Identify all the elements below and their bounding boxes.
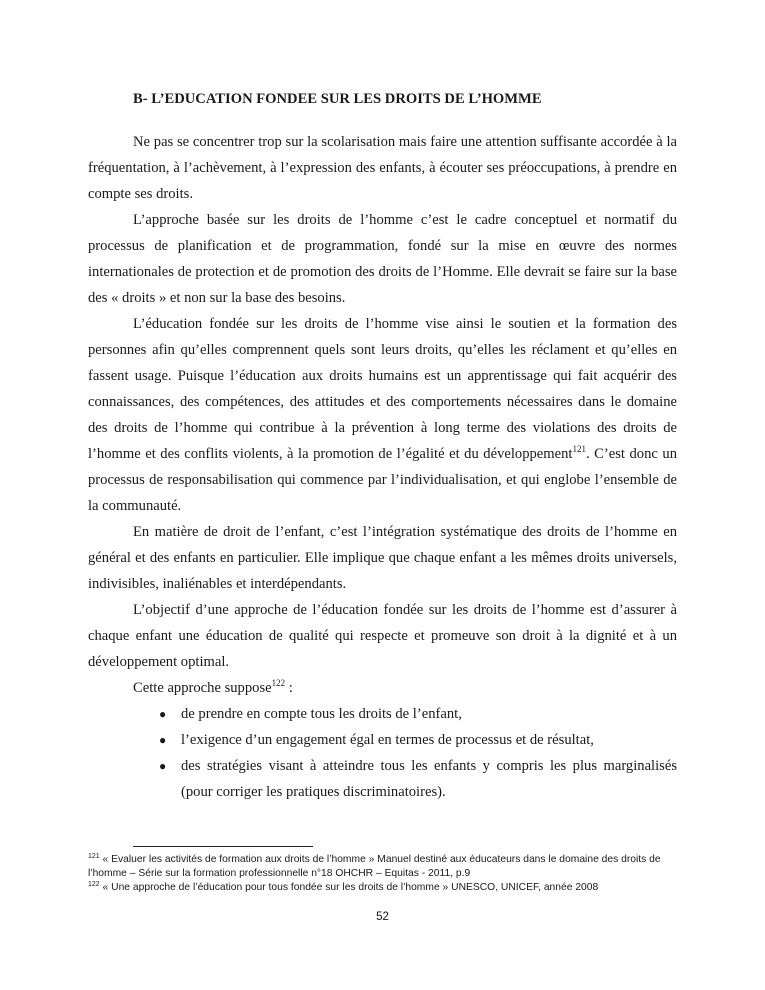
paragraph-2: L’approche basée sur les droits de l’homme c’est le cadre conceptuel et normatif du processus de planification et de programmation, fondé sur la mise en œuvre des normes internationales de protection et de promotion des droits de l’Homme. Elle devrait se faire sur la base des « droits » et non sur la base des besoins.: [88, 212, 677, 306]
page-number: 52: [376, 911, 389, 923]
paragraph-6-text-before: Cette approche suppose: [133, 680, 272, 696]
footnote-number: 121: [88, 853, 100, 860]
list-item: [159, 701, 677, 727]
paragraph-3-text-before: L’éducation fondée sur les droits de l’homme vise ainsi le soutien et la formation des personnes afin qu’elles comprennent quels sont leurs droits, qu’elles les réclament et qu’elles en fassent usage. Puisque l’éducation aux droits humains est un apprentissage qui fait acquérir des connaissances, des compétences, des attitudes et des comportements nécessaires dans le domaine des droits de l’homme qui contribue à la prévention à long terme des violations des droits de l’homme et des conflits violents, à la promotion de l’égalité et du développement: [88, 316, 677, 462]
footnote-text: « Evaluer les activités de formation aux droits de l’homme » Manuel destiné aux éducateurs dans le domaine des droits de l’homme – Série sur la formation professionnelle n°18 OHCHR – Equitas - 2011, p.9: [88, 854, 661, 879]
footnote-text: « Une approche de l’éducation pour tous fondée sur les droits de l’homme » UNESCO, UNICEF, année 2008: [99, 882, 599, 893]
paragraph-3-text-after: . C’est donc un processus de responsabilisation qui commence par l’individualisation, et qui englobe l’ensemble de la communauté.: [88, 446, 677, 514]
paragraph-1: Ne pas se concentrer trop sur la scolarisation mais faire une attention suffisante accordée à la fréquentation, à l’achèvement, à l’expression des enfants, à écouter ses préoccupations, à prendre en compte ses droits.: [88, 134, 677, 202]
list-item: [159, 727, 677, 753]
footnote-ref-122: 122: [271, 678, 286, 688]
bullet-icon: ●: [159, 759, 167, 773]
bullet-list: [88, 701, 677, 805]
paragraph-6-text-after: :: [285, 680, 293, 696]
main-text: [88, 89, 677, 805]
paragraph-6: [88, 675, 677, 701]
list-item: [159, 753, 677, 805]
bullet-icon: ●: [159, 733, 167, 747]
list-item-text: des stratégies visant à atteindre tous les enfants y compris les plus marginalisés (pour corriger les pratiques discriminatoires).: [181, 758, 677, 800]
footnote-122: [88, 881, 680, 895]
paragraph-3: [88, 311, 677, 519]
footnote-ref-121: 121: [572, 444, 586, 454]
bullet-icon: ●: [159, 707, 167, 721]
paragraph-4: En matière de droit de l’enfant, c’est l’intégration systématique des droits de l’homme en général et des enfants en particulier. Elle implique que chaque enfant a les mêmes droits universels, indivisibles, inaliénables et interdépendants.: [88, 524, 677, 592]
footnotes: [88, 853, 680, 895]
paragraph-5: L’objectif d’une approche de l’éducation fondée sur les droits de l’homme est d’assurer à chaque enfant une éducation de qualité qui respecte et promeuve son droit à la dignité et à un développement optimal.: [88, 602, 677, 670]
list-item-text: l’exigence d’un engagement égal en termes de processus et de résultat,: [181, 732, 594, 748]
footnote-121: [88, 853, 680, 881]
list-item-text: de prendre en compte tous les droits de l’enfant,: [181, 706, 462, 722]
section-heading: B- L’EDUCATION FONDEE SUR LES DROITS DE L’HOMME: [133, 91, 542, 107]
footnote-number: 122: [88, 881, 100, 888]
footnote-separator: [133, 846, 313, 847]
